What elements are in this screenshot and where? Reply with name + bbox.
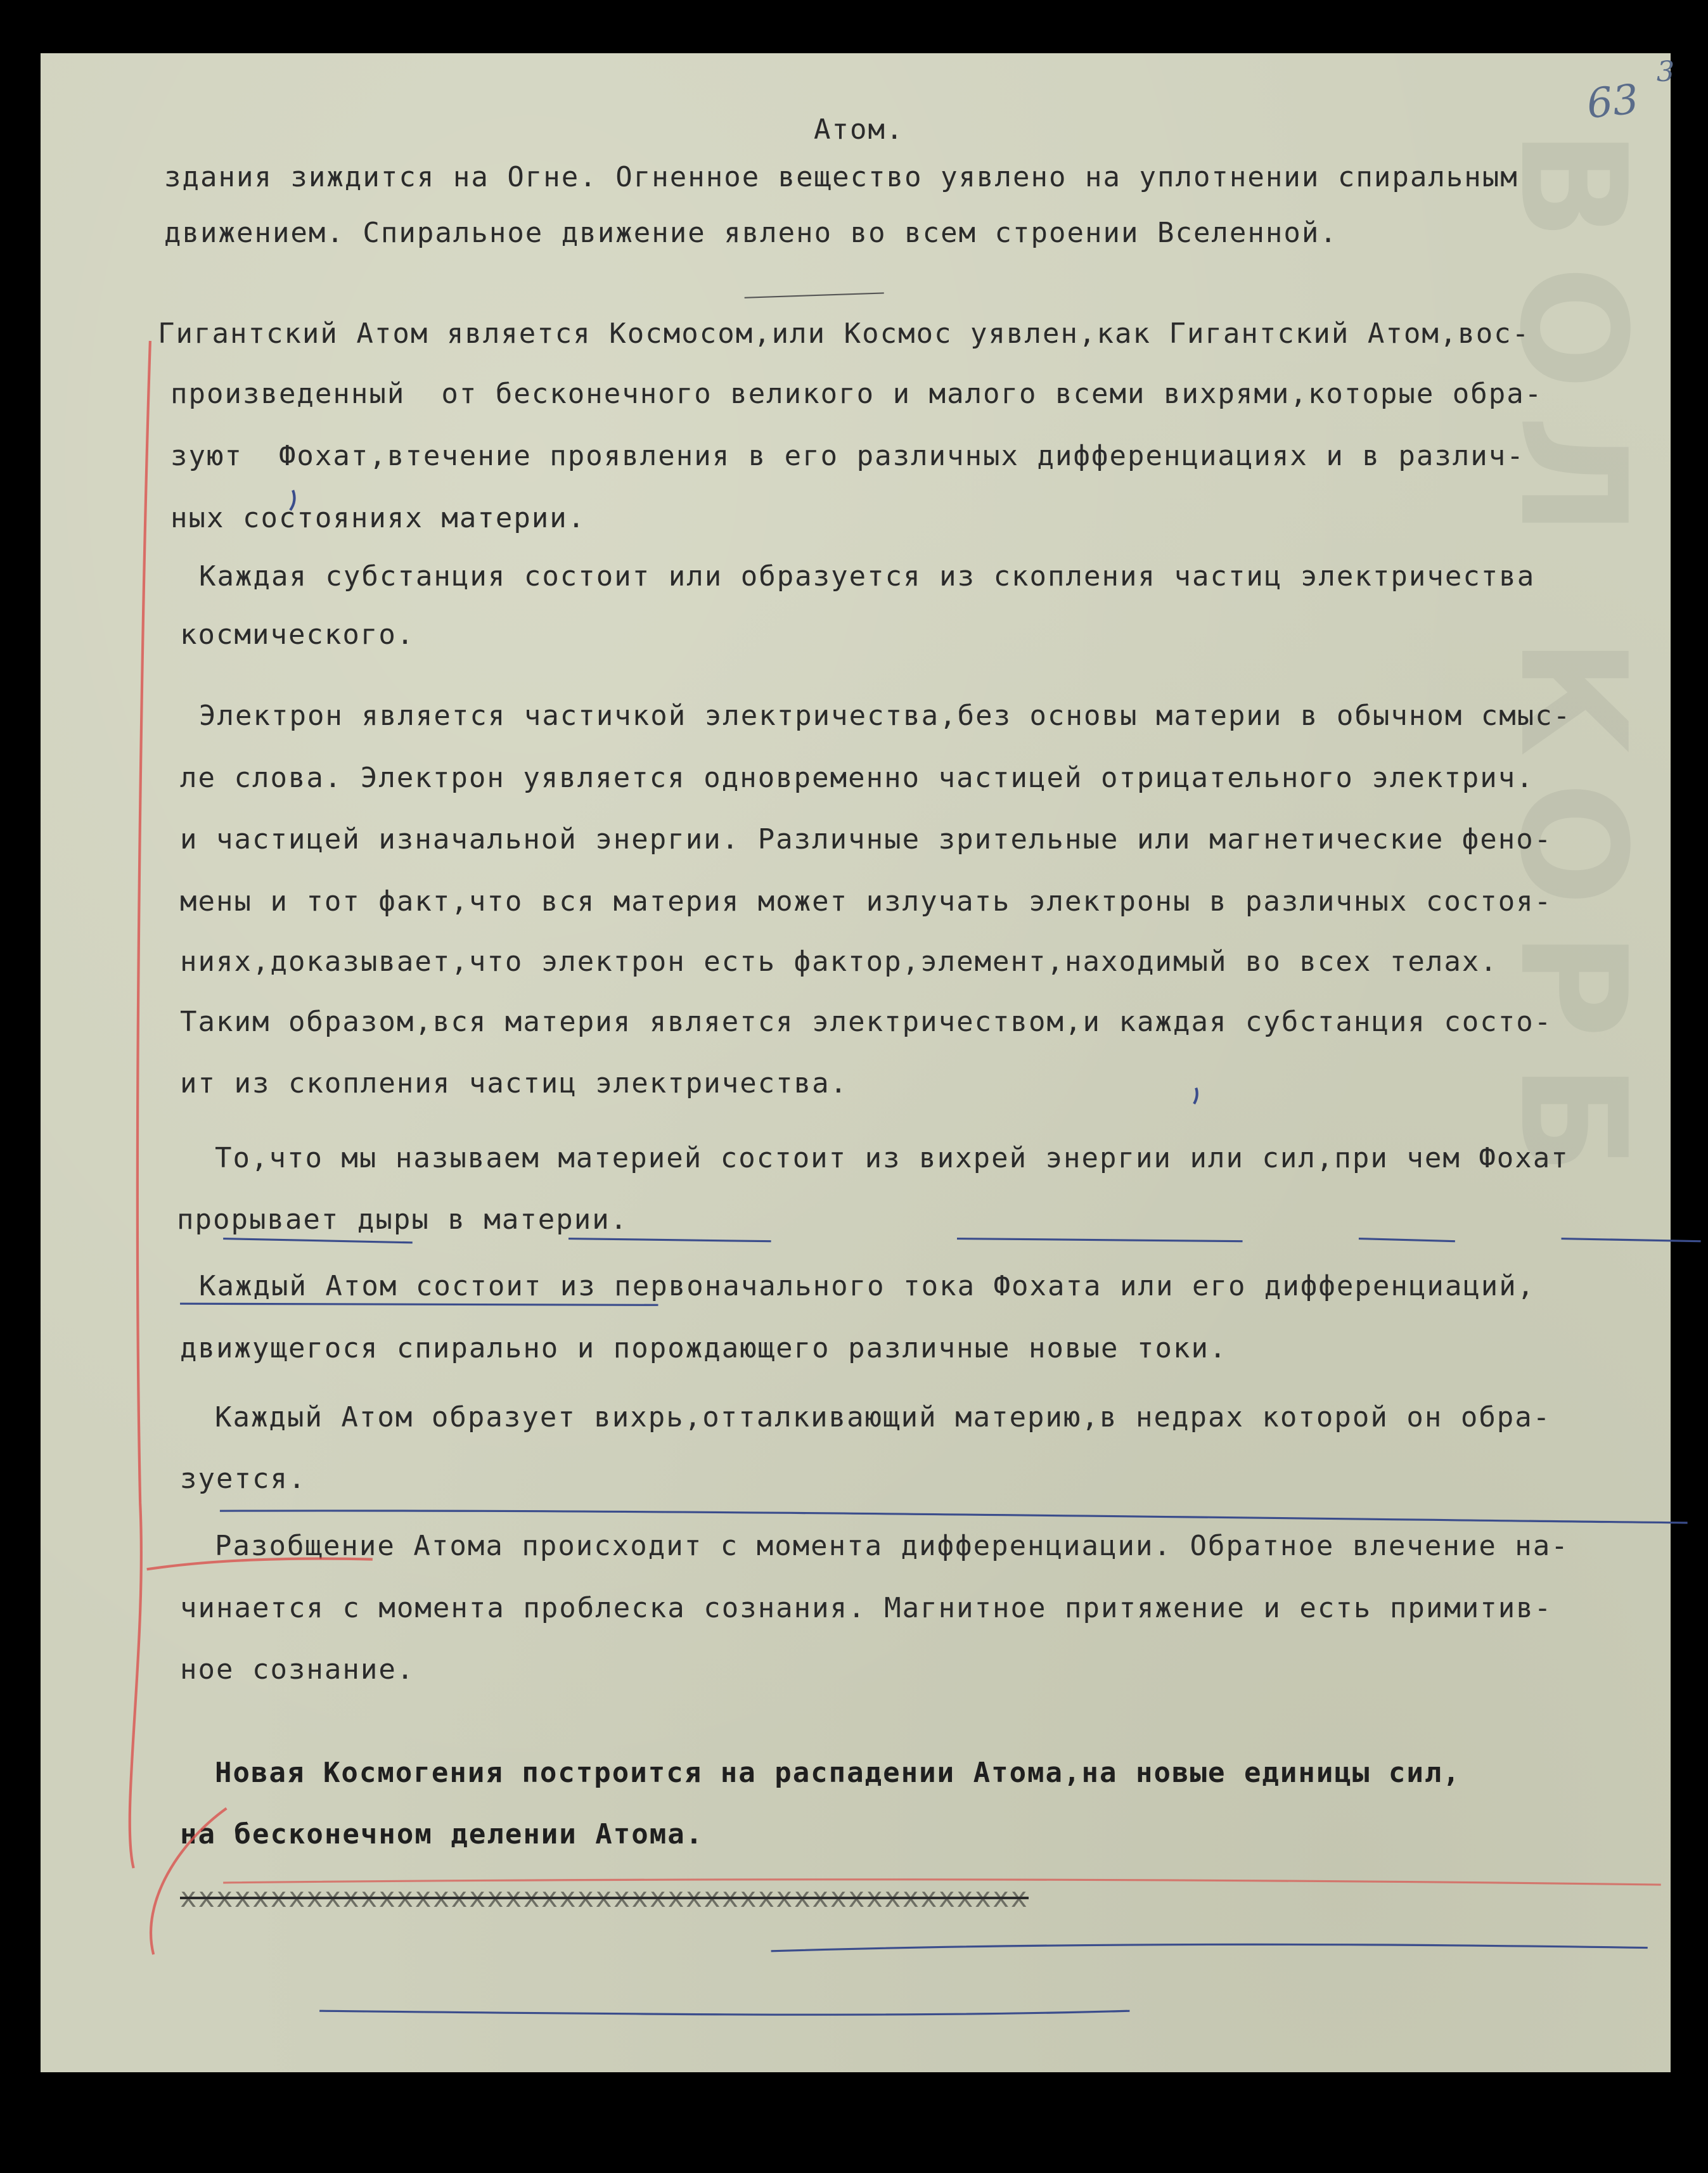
pencil-annotations: [41, 53, 1708, 2173]
page-number: 63: [1584, 75, 1641, 129]
text-line-6: ных состояниях материи.: [170, 502, 586, 534]
text-line-8: космического.: [180, 619, 415, 651]
text-line-19: движущегося спирально и порождающего различные новые токи.: [180, 1332, 1228, 1364]
blue-underline-1: [223, 1239, 413, 1243]
blue-underline-6: [180, 1304, 658, 1305]
text-line-9: Электрон является частичкой электричества,без основы материи в обычном смыс-: [199, 700, 1572, 732]
blue-underline-5: [1562, 1239, 1701, 1241]
blue-underline-3: [957, 1239, 1243, 1241]
text-line-18: Каждый Атом состоит из первоначального тока Фохата или его дифференциаций,: [199, 1270, 1536, 1302]
text-line-21: зуется.: [180, 1463, 307, 1495]
page-number-superscript: 3: [1657, 56, 1674, 88]
text-line-4: произведенный от бесконечного великого и малого всеми вихрями,которые обра-: [170, 378, 1543, 410]
document-title: Атом.: [814, 113, 904, 146]
text-line-7: Каждая субстанция состоит или образуется из скопления частиц электричества: [199, 560, 1536, 593]
text-line-16: То,что мы называем материей состоит из вихрей энергии или сил,при чем Фохат: [215, 1142, 1569, 1174]
text-line-5: зуют Фохат,втечение проявления в его различных дифференциациях и в различ-: [170, 440, 1525, 472]
blue-underline-7: [220, 1511, 1688, 1523]
blue-underline-2: [568, 1239, 771, 1241]
text-line-25: Новая Космогения построится на распадении Атома,на новые единицы сил,: [215, 1757, 1461, 1789]
blue-correction-comma-2: [1194, 1088, 1197, 1104]
text-line-23: чинается с момента проблеска сознания. Магнитное притяжение и есть примитив-: [180, 1592, 1553, 1624]
document-page: [41, 53, 1674, 2072]
text-line-3: Гигантский Атом является Космосом,или Космос уявлен,как Гигантский Атом,вос-: [158, 317, 1531, 350]
text-line-2: движением. Спиральное движение явлено во всем строении Вселенной.: [164, 217, 1338, 249]
text-line-11: и частицей изначальной энергии. Различные зрительные или магнетические фено-: [180, 823, 1553, 856]
struck-through-line: ххххххххххххххххххххххххххххххххххххххххххххххх: [180, 1881, 1029, 1914]
text-line-17: прорывает дыры в материи.: [177, 1203, 629, 1236]
pencil-arrow-mark: [745, 293, 884, 297]
text-line-24: ное сознание.: [180, 1653, 415, 1686]
text-line-15: ит из скопления частиц электричества.: [180, 1067, 849, 1099]
text-line-1: здания зиждится на Огне. Огненное вещество уявлено на уплотнении спиральным: [164, 161, 1519, 193]
archive-stamp-watermark: ВОЛ КОРБ: [1487, 129, 1657, 1200]
blue-strike-lines-2: [319, 2011, 1129, 2015]
text-line-22: Разобщение Атома происходит с момента дифференциации. Обратное влечение на-: [215, 1530, 1569, 1562]
red-margin-bracket: [130, 341, 150, 1868]
text-line-14: Таким образом,вся материя является электричеством,и каждая субстанция состо-: [180, 1006, 1553, 1038]
text-line-13: ниях,доказывает,что электрон есть фактор,элемент,находимый во всех телах.: [180, 945, 1498, 978]
blue-underline-4: [1359, 1239, 1455, 1241]
text-line-12: мены и тот факт,что вся материя может излучать электроны в различных состоя-: [180, 885, 1553, 918]
text-line-20: Каждый Атом образует вихрь,отталкивающий материю,в недрах которой он обра-: [215, 1401, 1551, 1433]
text-line-26: на бесконечном делении Атома.: [180, 1818, 704, 1850]
text-line-10: ле слова. Электрон уявляется одновременно частицей отрицательного электрич.: [180, 762, 1534, 794]
blue-strike-lines: [771, 1944, 1648, 1951]
